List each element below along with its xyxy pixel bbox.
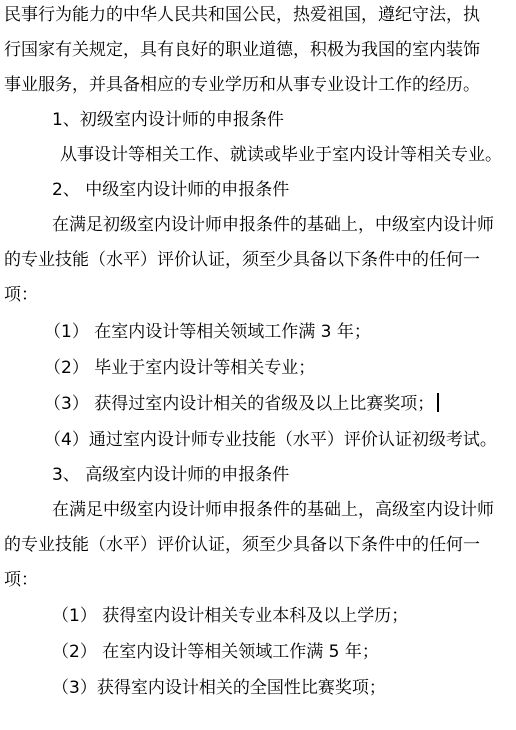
- paragraph-intro-line-3: 事业服务，并具备相应的专业学历和从事专业设计工作的经历。: [4, 75, 480, 95]
- paragraph-intro-line-1: 民事行为能力的中华人民共和国公民，热爱祖国，遵纪守法，执: [4, 5, 480, 25]
- senior-condition-2: （2） 在室内设计等相关领域工作满 5 年；: [52, 642, 379, 662]
- intermediate-paragraph-line-1: 在满足初级室内设计师申报条件的基础上，中级室内设计师: [52, 215, 494, 235]
- section-heading-intermediate: 2、 中级室内设计师的申报条件: [52, 180, 290, 200]
- text-cursor: [437, 393, 439, 412]
- section-heading-senior: 3、 高级室内设计师的申报条件: [52, 465, 290, 485]
- senior-condition-3: （3）获得室内设计相关的全国性比赛奖项；: [52, 678, 386, 698]
- intermediate-condition-2: （2） 毕业于室内设计等相关专业；: [44, 358, 316, 378]
- intermediate-condition-3-row: [44, 392, 516, 416]
- senior-paragraph-line-1: 在满足中级室内设计师申报条件的基础上，高级室内设计师: [52, 500, 494, 520]
- section-heading-junior: 1、初级室内设计师的申报条件: [52, 110, 284, 130]
- paragraph-intro-line-2: 行国家有关规定，具有良好的职业道德，积极为我国的室内装饰: [4, 40, 480, 60]
- junior-requirement-text: 从事设计等相关工作、就读或毕业于室内设计等相关专业。: [60, 145, 502, 165]
- senior-condition-1: （1） 获得室内设计相关专业本科及以上学历；: [52, 606, 409, 626]
- senior-paragraph-line-2: 的专业技能（水平）评价认证，须至少具备以下条件中的任何一: [4, 535, 480, 555]
- intermediate-paragraph-line-2: 的专业技能（水平）评价认证，须至少具备以下条件中的任何一: [4, 250, 480, 270]
- intermediate-paragraph-line-3: 项：: [4, 285, 38, 305]
- intermediate-condition-3: （3） 获得过室内设计相关的省级及以上比赛奖项；: [44, 394, 435, 414]
- intermediate-condition-1: （1） 在室内设计等相关领域工作满 3 年；: [44, 322, 371, 342]
- intermediate-condition-4: （4）通过室内设计师专业技能（水平）评价认证初级考试。: [44, 430, 497, 450]
- senior-paragraph-line-3: 项：: [4, 570, 38, 590]
